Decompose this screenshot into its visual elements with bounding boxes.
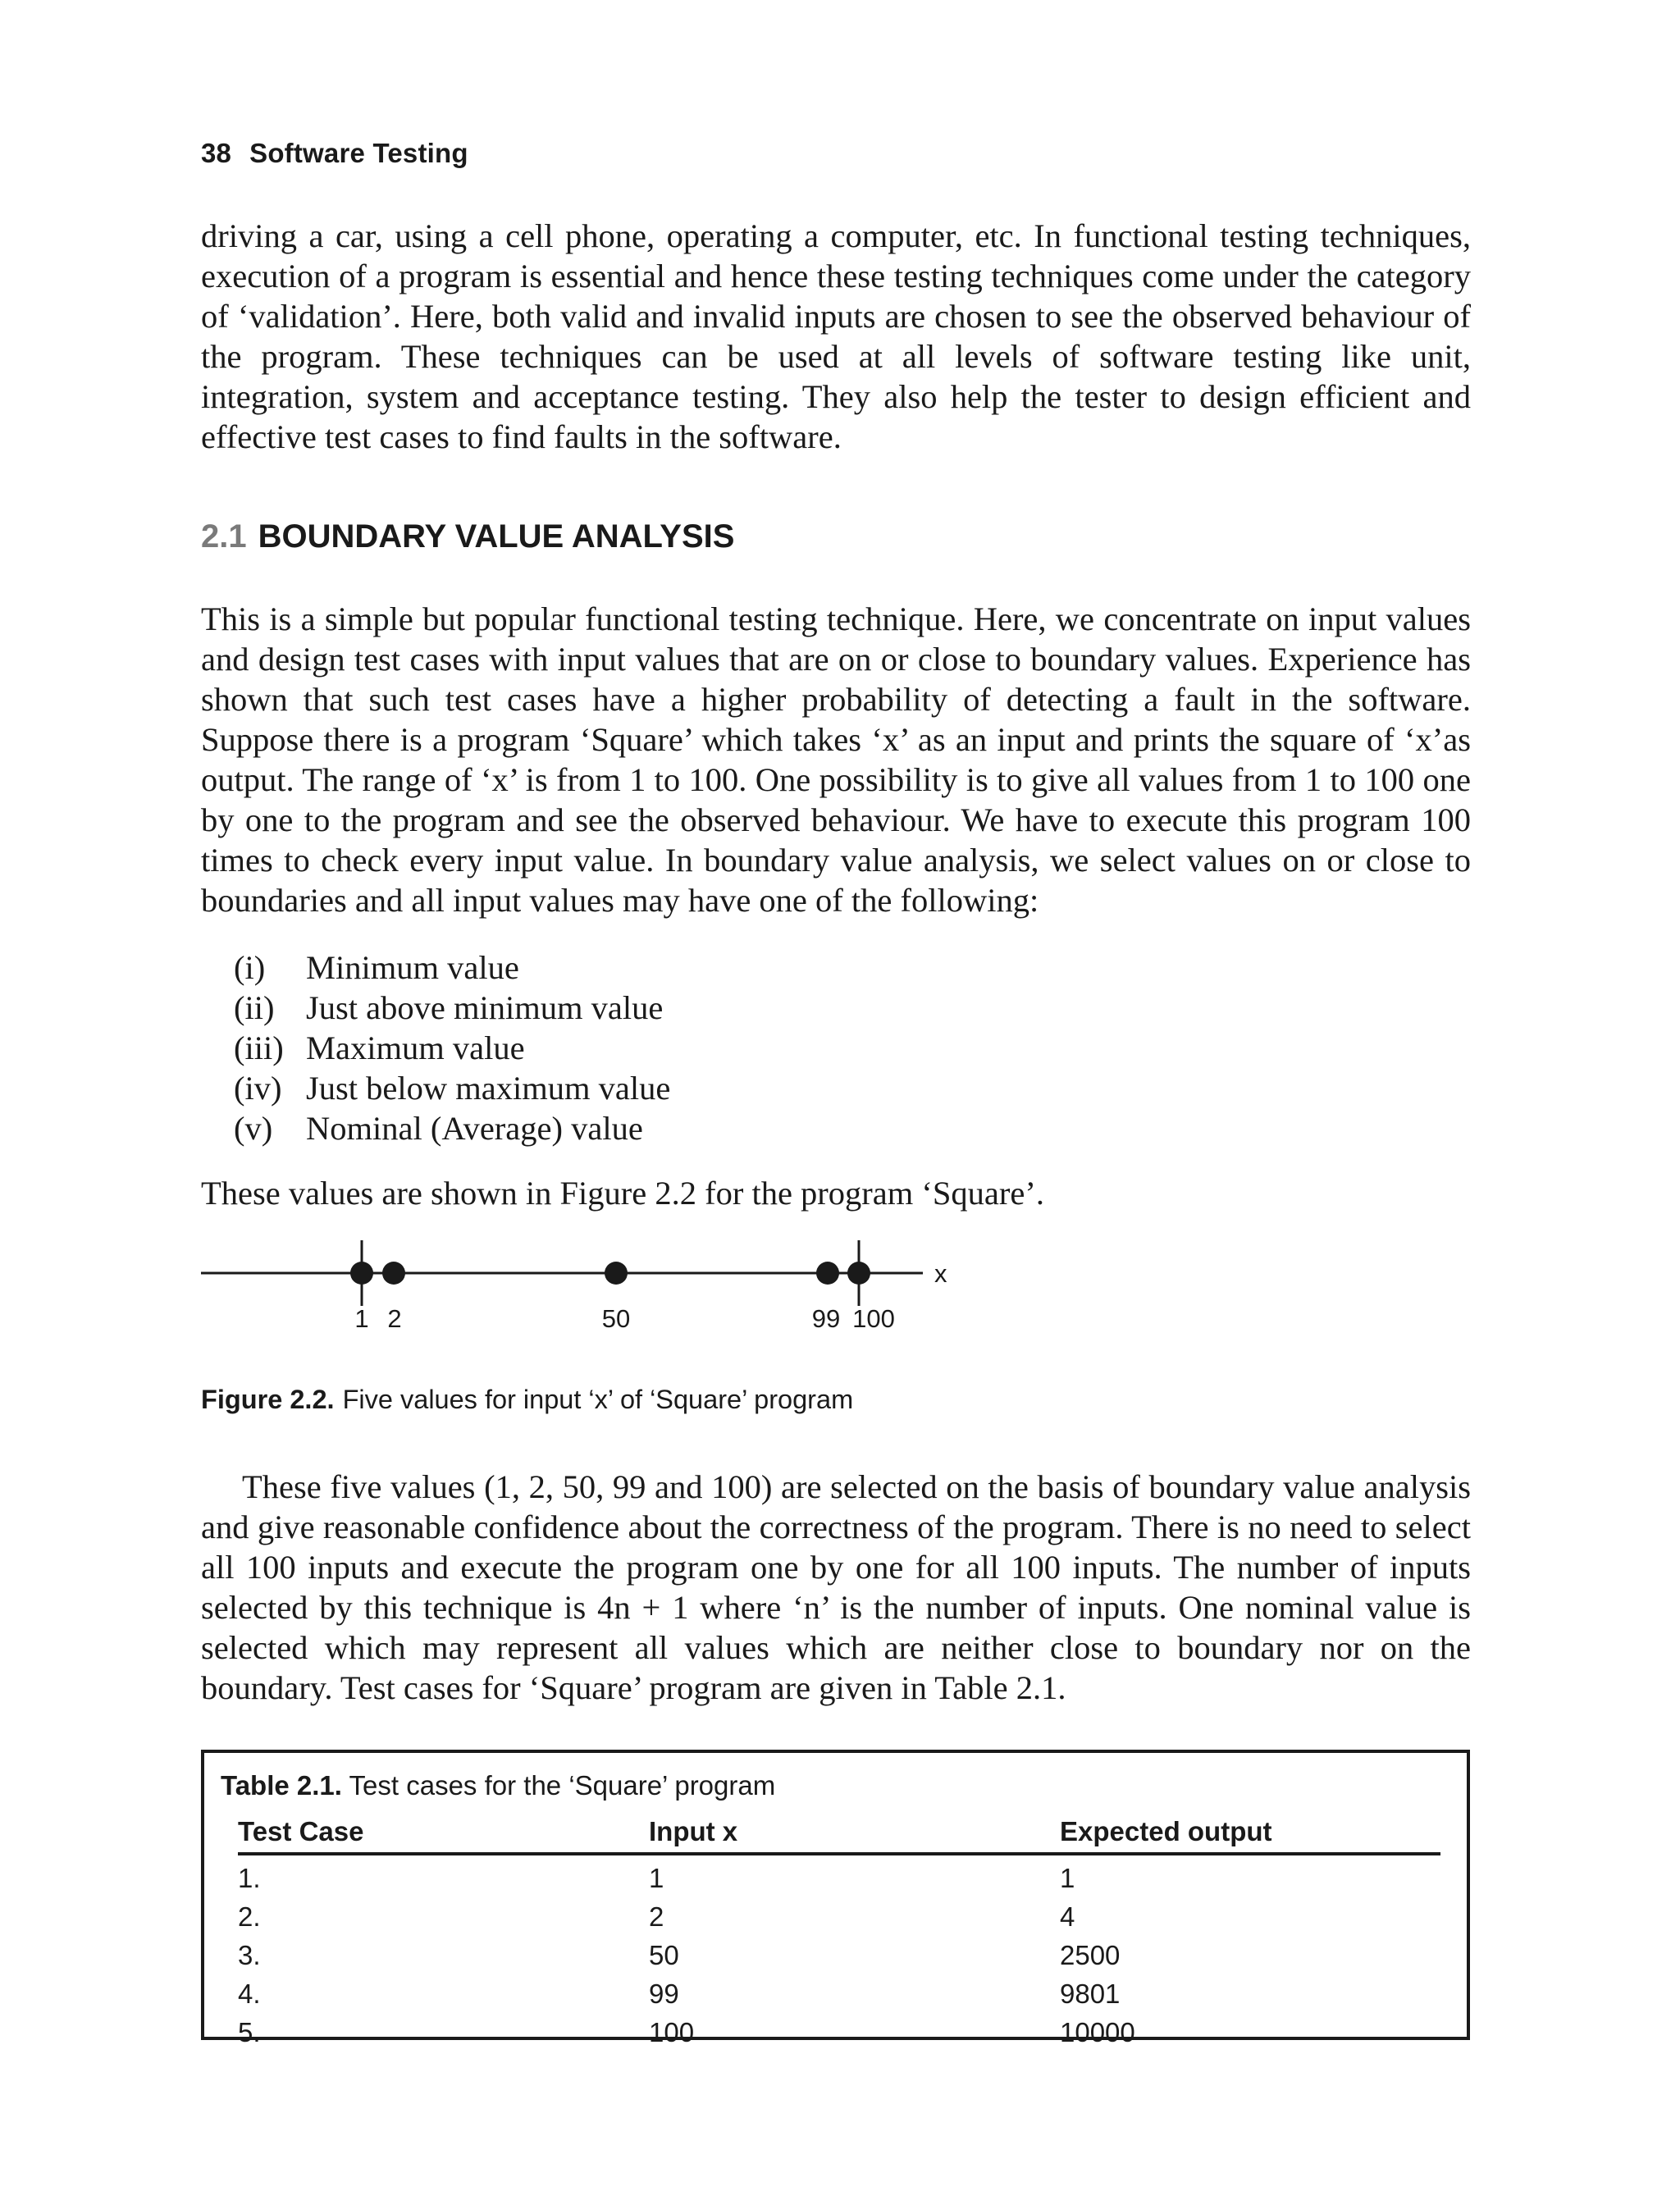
table-row (238, 1854, 1440, 1897)
point-50 (605, 1262, 628, 1285)
cell-test-case: 2. (238, 1901, 261, 1932)
point-label-50: 50 (601, 1304, 631, 1333)
cell-output: 4 (1060, 1901, 1075, 1932)
table-caption-label: Table 2.1. (221, 1770, 342, 1801)
point-2 (382, 1262, 405, 1285)
point-label-1: 1 (354, 1304, 369, 1333)
intro-paragraph: driving a car, using a cell phone, operating a computer, etc. In functional testing techniques, execution of a program is essential and hence these testing techniques come under the category of ‘validation’. Here, both valid and invalid inputs are chosen to see the observed behaviour of the program. These techniques can be used at all levels of software testing like unit, integration, system and acceptance testing. They also help the tester to design efficient and effective test cases to find faults in the software. (201, 217, 1471, 455)
table-header-row (238, 1815, 1440, 1854)
list-item-number: (v) (234, 1110, 273, 1147)
cell-input: 99 (649, 1978, 679, 2009)
list-item (234, 1108, 670, 1148)
page-number: 38 (201, 138, 232, 168)
cell-output: 1 (1060, 1862, 1075, 1893)
section-heading (201, 518, 734, 555)
test-cases-table (238, 1815, 1440, 2052)
figure-caption-label: Figure 2.2. (201, 1385, 335, 1414)
cell-output: 9801 (1060, 1978, 1121, 2009)
header-test-case: Test Case (238, 1816, 364, 1846)
point-100 (847, 1262, 870, 1285)
header-input-x: Input x (649, 1816, 738, 1846)
book-title: Software Testing (249, 138, 468, 168)
list-item-text: Just below maximum value (306, 1070, 671, 1107)
table-caption-text: Test cases for the ‘Square’ program (349, 1770, 776, 1801)
list-item-number: (iv) (234, 1070, 282, 1107)
table-row (238, 1897, 1440, 1936)
figure-intro-text: These values are shown in Figure 2.2 for the program ‘Square’. (201, 1175, 1044, 1212)
figure-caption (201, 1385, 853, 1415)
list-item-text: Nominal (Average) value (306, 1110, 643, 1147)
section-title: BOUNDARY VALUE ANALYSIS (258, 518, 735, 555)
list-item-number: (ii) (234, 989, 275, 1026)
figure-caption-text: Five values for input ‘x’ of ‘Square’ program (342, 1385, 854, 1414)
table-row (238, 1974, 1440, 2013)
list-item (234, 1068, 670, 1108)
cell-input: 50 (649, 1939, 679, 1970)
section-paragraph-1: This is a simple but popular functional testing technique. Here, we concentrate on input values and design test cases with input values that are on or close to boundary values. Experience has shown that such test cases have a higher probability of detecting a fault in the software. Suppose there is a program ‘Square’ which takes ‘x’ as an input and prints the square of ‘x’as output. The range of ‘x’ is from 1 to 100. One possibility is to give all values from 1 to 100 one by one to the program and see the observed behaviour. We have to execute this program 100 times to check every input value. In boundary value analysis, we select values on or close to boundaries and all input values may have one of the following: (201, 600, 1471, 919)
point-99 (816, 1262, 839, 1285)
cell-test-case: 5. (238, 2016, 261, 2047)
list-item (234, 947, 670, 988)
table-caption (221, 1770, 775, 1801)
cell-input: 100 (649, 2016, 695, 2047)
table-row (238, 1936, 1440, 1974)
cell-test-case: 1. (238, 1862, 261, 1893)
cell-output: 2500 (1060, 1939, 1121, 1970)
number-line-figure (0, 1230, 1680, 1337)
list-item-text: Maximum value (306, 1029, 525, 1066)
list-item-number: (iii) (234, 1029, 284, 1066)
cell-test-case: 3. (238, 1939, 261, 1970)
table-row (238, 2013, 1440, 2052)
list-item-number: (i) (234, 949, 266, 986)
point-label-2: 2 (387, 1304, 402, 1333)
cell-test-case: 4. (238, 1978, 261, 2009)
cell-input: 1 (649, 1862, 664, 1893)
test-cases-table-box (201, 1750, 1470, 2047)
cell-output: 10000 (1060, 2016, 1135, 2047)
axis-label-x: x (934, 1259, 947, 1288)
list-item-text: Minimum value (306, 949, 519, 986)
point-label-99: 99 (811, 1304, 841, 1333)
section-number: 2.1 (201, 518, 247, 555)
header-expected-output: Expected output (1060, 1816, 1272, 1846)
boundary-values-list (234, 947, 670, 1148)
running-head (201, 138, 468, 169)
cell-input: 2 (649, 1901, 664, 1932)
point-label-100: 100 (852, 1304, 895, 1333)
point-1 (350, 1262, 373, 1285)
list-item (234, 988, 670, 1028)
list-item (234, 1028, 670, 1068)
list-item-text: Just above minimum value (306, 989, 664, 1026)
section-paragraph-2: These five values (1, 2, 50, 99 and 100) are selected on the basis of boundary value analysis and give reasonable confidence about the correctness of the program. There is no need to select all 100 inputs and execute the program one by one for all 100 inputs. The number of inputs selected by this technique is 4n + 1 where ‘n’ is the number of inputs. One nominal value is selected which may represent all values which are neither close to boundary nor on the boundary. Test cases for ‘Square’ program are given in Table 2.1. (201, 1468, 1471, 1706)
